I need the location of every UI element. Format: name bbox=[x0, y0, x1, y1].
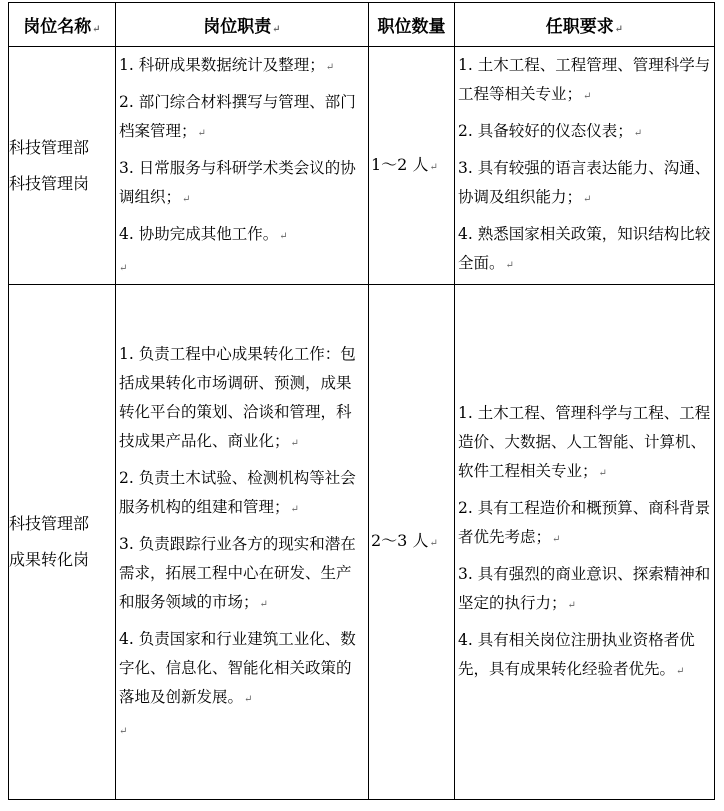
table-row bbox=[9, 285, 715, 800]
requirement-item: 3. 具有强烈的商业意识、探索精神和坚定的执行力；↵ bbox=[458, 564, 711, 612]
paragraph-mark: ↵ bbox=[119, 262, 128, 274]
requirement-item: 2. 具有工程造价和概预算、商科背景者优先考虑；↵ bbox=[458, 498, 711, 546]
requirement-item: 1. 土木工程、管理科学与工程、工程造价、大数据、人工智能、计算机、软件工程相关专业；↵ bbox=[458, 403, 711, 480]
job-table bbox=[8, 2, 715, 800]
requirement-item: 4. 熟悉国家相关政策，知识结构比较全面。↵ bbox=[458, 225, 711, 272]
duty-item: 2. 负责土木试验、检测机构等社会服务机构的组建和管理；↵ bbox=[119, 469, 356, 516]
duty-item: 3. 负责跟踪行业各方的现实和潜在需求，拓展工程中心在研发、生产和服务领域的市场；↵ bbox=[119, 535, 356, 611]
table-row bbox=[9, 47, 715, 285]
header-row bbox=[9, 3, 715, 47]
duty-item: 4. 协助完成其他工作。↵ bbox=[119, 224, 288, 243]
header-headcount: 职位数量 bbox=[369, 3, 455, 47]
requirements-cell bbox=[455, 285, 715, 800]
duty-item: 3. 日常服务与科研学术类会议的协调组织；↵ bbox=[119, 158, 356, 206]
headcount-cell: 1～2 人↵ bbox=[369, 47, 455, 285]
requirements-cell bbox=[455, 47, 715, 285]
paragraph-mark: ↵ bbox=[119, 726, 128, 737]
duty-item: 1. 科研成果数据统计及整理；↵ bbox=[119, 55, 335, 74]
header-position-name: 岗位名称↵ bbox=[9, 3, 116, 47]
duty-item: 1. 负责工程中心成果转化工作：包括成果转化市场调研、预测，成果转化平台的策划、洽谈和管理，科技成果产品化、商业化；↵ bbox=[119, 345, 356, 450]
duty-item: 4. 负责国家和行业建筑工业化、数字化、信息化、智能化相关政策的落地及创新发展。↵ bbox=[119, 630, 356, 706]
requirement-item: 4. 具有相关岗位注册执业资格者优先，具有成果转化经验者优先。↵ bbox=[458, 630, 695, 678]
post-name: 成果转化岗 bbox=[9, 550, 90, 569]
requirement-item: 3. 具有较强的语言表达能力、沟通、协调及组织能力；↵ bbox=[458, 159, 711, 206]
headcount-value: 1～2 人 bbox=[371, 154, 429, 174]
duty-item: 2. 部门综合材料撰写与管理、部门档案管理；↵ bbox=[119, 92, 356, 140]
dept-name: 科技管理部 bbox=[9, 514, 90, 533]
header-duties: 岗位职责↵ bbox=[116, 3, 369, 47]
post-name: 科技管理岗 bbox=[9, 173, 90, 193]
header-requirements: 任职要求↵ bbox=[455, 3, 715, 47]
position-name-cell bbox=[9, 285, 116, 800]
position-name-cell bbox=[9, 47, 116, 285]
duties-cell bbox=[116, 47, 369, 285]
headcount-cell: 2～3 人↵ bbox=[369, 285, 455, 800]
requirement-item: 1. 土木工程、工程管理、管理科学与工程等相关专业；↵ bbox=[458, 56, 711, 103]
duties-cell bbox=[116, 285, 369, 800]
requirement-item: 2. 具备较好的仪态仪表；↵ bbox=[458, 122, 643, 140]
headcount-value: 2～3 人 bbox=[371, 531, 429, 550]
dept-name: 科技管理部 bbox=[9, 137, 90, 157]
